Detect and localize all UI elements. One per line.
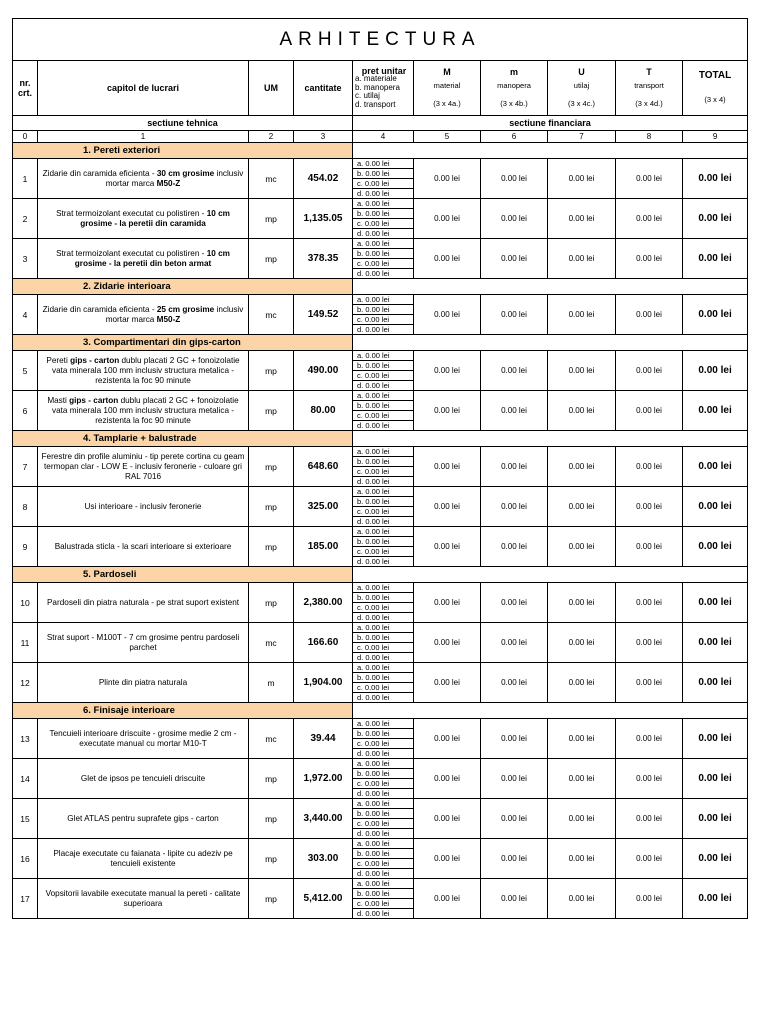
value-total: 0.00 lei	[683, 719, 748, 759]
header-um: UM	[249, 61, 294, 116]
value-utilaj: 0.00 lei	[548, 351, 616, 391]
item-description: Vopsitorii lavabile executate manual la pereti - calitate superioara	[38, 879, 249, 919]
item-um: mp	[249, 447, 294, 487]
header-transport: T transport (3 x 4d.)	[616, 61, 683, 116]
table-row	[13, 295, 748, 305]
table-row	[13, 239, 748, 249]
unit-price-line: d. 0.00 lei	[353, 693, 414, 703]
value-manopera: 0.00 lei	[481, 199, 548, 239]
unit-price-line: b. 0.00 lei	[353, 889, 414, 899]
value-transport: 0.00 lei	[616, 199, 683, 239]
header-nr: nr. crt.	[13, 61, 38, 116]
item-um: mp	[249, 799, 294, 839]
item-description: Strat suport - M100T - 7 cm grosime pentru pardoseli parchet	[38, 623, 249, 663]
col-index: 8	[616, 131, 683, 143]
value-material: 0.00 lei	[414, 487, 481, 527]
unit-price-line: b. 0.00 lei	[353, 673, 414, 683]
unit-price-line: b. 0.00 lei	[353, 169, 414, 179]
value-utilaj: 0.00 lei	[548, 391, 616, 431]
section-row	[13, 431, 748, 447]
sectiune-financiara: sectiune financiara	[353, 116, 748, 131]
item-description: Pereti gips - carton dublu placati 2 GC + fonoizolatie vata minerala 100 mm inclusiv structura metalica - rezistenta la foc 90 minute	[38, 351, 249, 391]
value-manopera: 0.00 lei	[481, 447, 548, 487]
unit-price-line: d. 0.00 lei	[353, 269, 414, 279]
item-nr: 17	[13, 879, 38, 919]
value-manopera: 0.00 lei	[481, 295, 548, 335]
value-utilaj: 0.00 lei	[548, 199, 616, 239]
col-index: 5	[414, 131, 481, 143]
value-transport: 0.00 lei	[616, 447, 683, 487]
value-transport: 0.00 lei	[616, 295, 683, 335]
value-material: 0.00 lei	[414, 447, 481, 487]
item-quantity: 303.00	[294, 839, 353, 879]
unit-price-line: a. 0.00 lei	[353, 879, 414, 889]
value-material: 0.00 lei	[414, 351, 481, 391]
unit-price-line: d. 0.00 lei	[353, 189, 414, 199]
table-row	[13, 839, 748, 849]
unit-price-line: c. 0.00 lei	[353, 547, 414, 557]
table-row	[13, 487, 748, 497]
item-um: mp	[249, 239, 294, 279]
unit-price-line: d. 0.00 lei	[353, 421, 414, 431]
unit-price-line: a. 0.00 lei	[353, 759, 414, 769]
item-quantity: 185.00	[294, 527, 353, 567]
value-transport: 0.00 lei	[616, 719, 683, 759]
table-row	[13, 663, 748, 673]
section-row	[13, 567, 748, 583]
value-transport: 0.00 lei	[616, 759, 683, 799]
item-quantity: 325.00	[294, 487, 353, 527]
value-material: 0.00 lei	[414, 839, 481, 879]
unit-price-line: c. 0.00 lei	[353, 899, 414, 909]
value-material: 0.00 lei	[414, 239, 481, 279]
value-material: 0.00 lei	[414, 583, 481, 623]
item-description: Strat termoizolant executat cu polistiren - 10 cm grosime - la peretii din beton armat	[38, 239, 249, 279]
value-utilaj: 0.00 lei	[548, 527, 616, 567]
item-um: mc	[249, 623, 294, 663]
value-utilaj: 0.00 lei	[548, 487, 616, 527]
unit-price-line: c. 0.00 lei	[353, 779, 414, 789]
section-spacer	[353, 431, 748, 447]
item-description: Tencuieli interioare driscuite - grosime medie 2 cm - executate manual cu mortar M10-T	[38, 719, 249, 759]
item-quantity: 3,440.00	[294, 799, 353, 839]
col-index: 9	[683, 131, 748, 143]
unit-price-line: b. 0.00 lei	[353, 497, 414, 507]
item-nr: 13	[13, 719, 38, 759]
unit-price-line: b. 0.00 lei	[353, 537, 414, 547]
value-manopera: 0.00 lei	[481, 799, 548, 839]
unit-price-line: c. 0.00 lei	[353, 219, 414, 229]
unit-price-line: b. 0.00 lei	[353, 401, 414, 411]
value-total: 0.00 lei	[683, 487, 748, 527]
value-total: 0.00 lei	[683, 799, 748, 839]
unit-price-line: c. 0.00 lei	[353, 507, 414, 517]
header-capitol: capitol de lucrari	[38, 61, 249, 116]
page-title: ARHITECTURA	[13, 19, 748, 61]
table-row	[13, 351, 748, 361]
value-transport: 0.00 lei	[616, 839, 683, 879]
value-utilaj: 0.00 lei	[548, 759, 616, 799]
unit-price-line: c. 0.00 lei	[353, 467, 414, 477]
header-manopera: m manopera (3 x 4b.)	[481, 61, 548, 116]
unit-price-line: d. 0.00 lei	[353, 613, 414, 623]
value-material: 0.00 lei	[414, 759, 481, 799]
unit-price-line: a. 0.00 lei	[353, 295, 414, 305]
unit-price-line: b. 0.00 lei	[353, 633, 414, 643]
unit-price-line: b. 0.00 lei	[353, 593, 414, 603]
item-quantity: 1,972.00	[294, 759, 353, 799]
unit-price-line: d. 0.00 lei	[353, 869, 414, 879]
item-description: Glet de ipsos pe tencuieli driscuite	[38, 759, 249, 799]
header-material: M material (3 x 4a.)	[414, 61, 481, 116]
value-total: 0.00 lei	[683, 447, 748, 487]
value-total: 0.00 lei	[683, 295, 748, 335]
value-material: 0.00 lei	[414, 623, 481, 663]
item-nr: 1	[13, 159, 38, 199]
unit-price-line: a. 0.00 lei	[353, 839, 414, 849]
value-material: 0.00 lei	[414, 719, 481, 759]
unit-price-line: c. 0.00 lei	[353, 411, 414, 421]
value-manopera: 0.00 lei	[481, 391, 548, 431]
section-spacer	[353, 279, 748, 295]
item-um: mp	[249, 391, 294, 431]
value-total: 0.00 lei	[683, 159, 748, 199]
item-nr: 8	[13, 487, 38, 527]
value-manopera: 0.00 lei	[481, 719, 548, 759]
section-spacer	[353, 567, 748, 583]
unit-price-line: a. 0.00 lei	[353, 199, 414, 209]
unit-price-line: d. 0.00 lei	[353, 749, 414, 759]
col-index: 6	[481, 131, 548, 143]
value-material: 0.00 lei	[414, 295, 481, 335]
item-quantity: 166.60	[294, 623, 353, 663]
item-quantity: 490.00	[294, 351, 353, 391]
value-total: 0.00 lei	[683, 351, 748, 391]
value-total: 0.00 lei	[683, 663, 748, 703]
unit-price-line: b. 0.00 lei	[353, 809, 414, 819]
value-transport: 0.00 lei	[616, 623, 683, 663]
item-nr: 6	[13, 391, 38, 431]
unit-price-line: d. 0.00 lei	[353, 653, 414, 663]
value-utilaj: 0.00 lei	[548, 839, 616, 879]
item-um: mp	[249, 351, 294, 391]
value-utilaj: 0.00 lei	[548, 623, 616, 663]
value-material: 0.00 lei	[414, 799, 481, 839]
value-utilaj: 0.00 lei	[548, 159, 616, 199]
item-quantity: 5,412.00	[294, 879, 353, 919]
unit-price-line: b. 0.00 lei	[353, 849, 414, 859]
section-row	[13, 143, 748, 159]
table-row	[13, 799, 748, 809]
value-transport: 0.00 lei	[616, 799, 683, 839]
item-quantity: 454.02	[294, 159, 353, 199]
col-index: 1	[38, 131, 249, 143]
unit-price-line: b. 0.00 lei	[353, 249, 414, 259]
value-utilaj: 0.00 lei	[548, 879, 616, 919]
item-nr: 3	[13, 239, 38, 279]
value-manopera: 0.00 lei	[481, 239, 548, 279]
unit-price-line: c. 0.00 lei	[353, 371, 414, 381]
col-index: 7	[548, 131, 616, 143]
unit-price-line: d. 0.00 lei	[353, 789, 414, 799]
unit-price-line: b. 0.00 lei	[353, 361, 414, 371]
column-index-row	[13, 131, 748, 143]
value-transport: 0.00 lei	[616, 351, 683, 391]
value-manopera: 0.00 lei	[481, 487, 548, 527]
unit-price-line: b. 0.00 lei	[353, 769, 414, 779]
value-utilaj: 0.00 lei	[548, 239, 616, 279]
item-nr: 2	[13, 199, 38, 239]
unit-price-line: c. 0.00 lei	[353, 315, 414, 325]
table-row	[13, 447, 748, 457]
item-um: m	[249, 663, 294, 703]
table-row	[13, 719, 748, 729]
table-row	[13, 159, 748, 169]
unit-price-line: d. 0.00 lei	[353, 829, 414, 839]
item-um: mc	[249, 719, 294, 759]
value-utilaj: 0.00 lei	[548, 583, 616, 623]
unit-price-line: b. 0.00 lei	[353, 729, 414, 739]
value-utilaj: 0.00 lei	[548, 719, 616, 759]
section-title: 2. Zidarie interioara	[13, 279, 353, 295]
item-description: Pardoseli din piatra naturala - pe strat suport existent	[38, 583, 249, 623]
value-material: 0.00 lei	[414, 159, 481, 199]
unit-price-line: d. 0.00 lei	[353, 325, 414, 335]
value-manopera: 0.00 lei	[481, 839, 548, 879]
estimate-table	[12, 18, 748, 919]
header-pret-unitar: pret unitar a. materiale b. manopera c. utilaj d. transport	[353, 61, 414, 116]
item-um: mp	[249, 759, 294, 799]
item-nr: 14	[13, 759, 38, 799]
value-transport: 0.00 lei	[616, 527, 683, 567]
item-nr: 10	[13, 583, 38, 623]
header-cantitate: cantitate	[294, 61, 353, 116]
item-quantity: 2,380.00	[294, 583, 353, 623]
item-nr: 7	[13, 447, 38, 487]
table-row	[13, 199, 748, 209]
item-description: Plinte din piatra naturala	[38, 663, 249, 703]
unit-price-line: d. 0.00 lei	[353, 381, 414, 391]
unit-price-line: b. 0.00 lei	[353, 305, 414, 315]
unit-price-line: a. 0.00 lei	[353, 527, 414, 537]
header-utilaj: U utilaj (3 x 4c.)	[548, 61, 616, 116]
col-index: 4	[353, 131, 414, 143]
section-title: 1. Pereti exteriori	[13, 143, 353, 159]
unit-price-line: a. 0.00 lei	[353, 447, 414, 457]
unit-price-line: d. 0.00 lei	[353, 477, 414, 487]
item-quantity: 149.52	[294, 295, 353, 335]
section-spacer	[353, 703, 748, 719]
unit-price-line: d. 0.00 lei	[353, 229, 414, 239]
value-transport: 0.00 lei	[616, 239, 683, 279]
unit-price-line: c. 0.00 lei	[353, 643, 414, 653]
unit-price-line: c. 0.00 lei	[353, 859, 414, 869]
item-um: mp	[249, 199, 294, 239]
table-row	[13, 391, 748, 401]
section-spacer	[353, 143, 748, 159]
estimate-sheet	[12, 18, 748, 919]
section-row	[13, 335, 748, 351]
value-total: 0.00 lei	[683, 527, 748, 567]
item-quantity: 1,135.05	[294, 199, 353, 239]
unit-price-line: b. 0.00 lei	[353, 457, 414, 467]
item-nr: 9	[13, 527, 38, 567]
unit-price-line: c. 0.00 lei	[353, 819, 414, 829]
col-index: 0	[13, 131, 38, 143]
item-um: mc	[249, 159, 294, 199]
item-um: mp	[249, 583, 294, 623]
unit-price-line: a. 0.00 lei	[353, 351, 414, 361]
unit-price-line: b. 0.00 lei	[353, 209, 414, 219]
value-manopera: 0.00 lei	[481, 663, 548, 703]
value-manopera: 0.00 lei	[481, 623, 548, 663]
unit-price-line: a. 0.00 lei	[353, 583, 414, 593]
value-utilaj: 0.00 lei	[548, 295, 616, 335]
value-total: 0.00 lei	[683, 239, 748, 279]
item-description: Ferestre din profile aluminiu - tip perete cortina cu geam termopan clar - LOW E - inclusiv feronerie - culoare gri RAL 7016	[38, 447, 249, 487]
item-description: Placaje executate cu faianata - lipite cu adeziv pe tencuieli existente	[38, 839, 249, 879]
header-row	[13, 61, 748, 116]
value-transport: 0.00 lei	[616, 159, 683, 199]
unit-price-line: a. 0.00 lei	[353, 159, 414, 169]
value-transport: 0.00 lei	[616, 663, 683, 703]
value-material: 0.00 lei	[414, 663, 481, 703]
value-material: 0.00 lei	[414, 391, 481, 431]
section-title: 6. Finisaje interioare	[13, 703, 353, 719]
item-quantity: 80.00	[294, 391, 353, 431]
item-nr: 12	[13, 663, 38, 703]
table-row	[13, 623, 748, 633]
value-manopera: 0.00 lei	[481, 583, 548, 623]
unit-price-line: d. 0.00 lei	[353, 557, 414, 567]
value-total: 0.00 lei	[683, 199, 748, 239]
unit-price-line: c. 0.00 lei	[353, 603, 414, 613]
item-um: mp	[249, 527, 294, 567]
value-utilaj: 0.00 lei	[548, 799, 616, 839]
item-description: Balustrada sticla - la scari interioare si exterioare	[38, 527, 249, 567]
item-nr: 4	[13, 295, 38, 335]
unit-price-line: c. 0.00 lei	[353, 683, 414, 693]
value-manopera: 0.00 lei	[481, 351, 548, 391]
value-manopera: 0.00 lei	[481, 759, 548, 799]
value-total: 0.00 lei	[683, 623, 748, 663]
item-quantity: 1,904.00	[294, 663, 353, 703]
table-row	[13, 583, 748, 593]
item-um: mp	[249, 879, 294, 919]
item-um: mc	[249, 295, 294, 335]
value-utilaj: 0.00 lei	[548, 663, 616, 703]
header-total: TOTAL (3 x 4)	[683, 61, 748, 116]
item-description: Usi interioare - inclusiv feronerie	[38, 487, 249, 527]
item-nr: 16	[13, 839, 38, 879]
value-utilaj: 0.00 lei	[548, 447, 616, 487]
unit-price-line: a. 0.00 lei	[353, 719, 414, 729]
item-nr: 5	[13, 351, 38, 391]
section-spacer	[353, 335, 748, 351]
unit-price-line: d. 0.00 lei	[353, 909, 414, 919]
section-row	[13, 703, 748, 719]
unit-price-line: c. 0.00 lei	[353, 259, 414, 269]
value-transport: 0.00 lei	[616, 391, 683, 431]
unit-price-line: c. 0.00 lei	[353, 179, 414, 189]
item-quantity: 39.44	[294, 719, 353, 759]
unit-price-line: a. 0.00 lei	[353, 239, 414, 249]
value-transport: 0.00 lei	[616, 487, 683, 527]
item-description: Glet ATLAS pentru suprafete gips - carton	[38, 799, 249, 839]
value-material: 0.00 lei	[414, 527, 481, 567]
unit-price-line: c. 0.00 lei	[353, 739, 414, 749]
section-row	[13, 279, 748, 295]
table-row	[13, 527, 748, 537]
value-total: 0.00 lei	[683, 839, 748, 879]
value-total: 0.00 lei	[683, 879, 748, 919]
section-title: 4. Tamplarie + balustrade	[13, 431, 353, 447]
unit-price-line: a. 0.00 lei	[353, 391, 414, 401]
col-index: 3	[294, 131, 353, 143]
section-title: 5. Pardoseli	[13, 567, 353, 583]
item-nr: 11	[13, 623, 38, 663]
col-index: 2	[249, 131, 294, 143]
unit-price-line: a. 0.00 lei	[353, 487, 414, 497]
item-nr: 15	[13, 799, 38, 839]
value-manopera: 0.00 lei	[481, 527, 548, 567]
item-description: Zidarie din caramida eficienta - 30 cm grosime inclusiv mortar marca M50-Z	[38, 159, 249, 199]
item-um: mp	[249, 487, 294, 527]
value-transport: 0.00 lei	[616, 879, 683, 919]
value-total: 0.00 lei	[683, 391, 748, 431]
value-total: 0.00 lei	[683, 759, 748, 799]
item-description: Zidarie din caramida eficienta - 25 cm grosime inclusiv mortar marca M50-Z	[38, 295, 249, 335]
item-description: Strat termoizolant executat cu polistiren - 10 cm grosime - la peretii din caramida	[38, 199, 249, 239]
item-quantity: 648.60	[294, 447, 353, 487]
value-material: 0.00 lei	[414, 199, 481, 239]
item-quantity: 378.35	[294, 239, 353, 279]
unit-price-line: a. 0.00 lei	[353, 663, 414, 673]
item-um: mp	[249, 839, 294, 879]
value-total: 0.00 lei	[683, 583, 748, 623]
value-transport: 0.00 lei	[616, 583, 683, 623]
section-title: 3. Compartimentari din gips-carton	[13, 335, 353, 351]
table-row	[13, 879, 748, 889]
table-row	[13, 759, 748, 769]
value-manopera: 0.00 lei	[481, 159, 548, 199]
unit-price-line: d. 0.00 lei	[353, 517, 414, 527]
unit-price-line: a. 0.00 lei	[353, 799, 414, 809]
value-material: 0.00 lei	[414, 879, 481, 919]
sectiune-tehnica: sectiune tehnica	[13, 116, 353, 131]
unit-price-line: a. 0.00 lei	[353, 623, 414, 633]
value-manopera: 0.00 lei	[481, 879, 548, 919]
item-description: Masti gips - carton dublu placati 2 GC + fonoizolatie vata minerala 100 mm inclusiv structura metalica - rezistenta la foc 90 minute	[38, 391, 249, 431]
